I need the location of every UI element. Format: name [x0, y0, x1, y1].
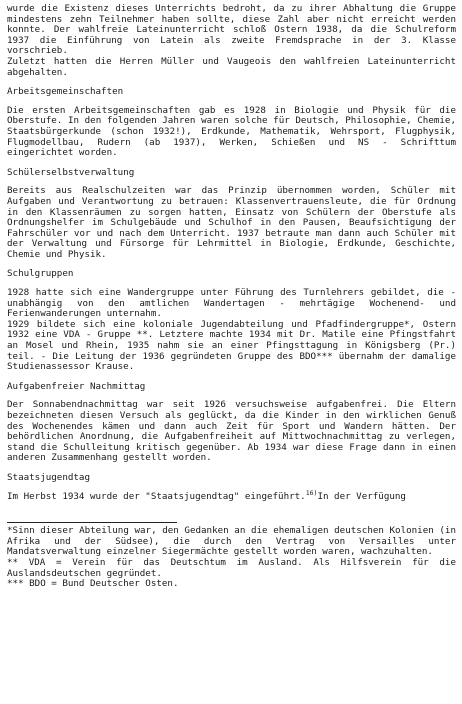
footnote-reference: 16) [305, 488, 318, 497]
footnote-2: ** VDA = Verein für das Deutschtum im Ausland. Als Hilfsverein für die Auslandsdeutschen gegründet. [7, 556, 456, 579]
footnote-1: *Sinn dieser Abteilung war, den Gedanken an die ehemaligen deutschen Kolonien (in Afrika und der Südsee), die durch den Vertrag von Versailles unter Mandatsverwaltung einzelner Siegermächte gestellt worden waren, wachzuhalten. [7, 525, 456, 558]
paragraph-schulgruppen-1: 1928 hatte sich eine Wandergruppe unter Führung des Turnlehrers gebildet, die - unabhängig von den amtlichen Wandertagen - mehrtägige Wochenend- und Ferienwanderungen unternahm. [7, 287, 456, 320]
intro-paragraph: wurde die Existenz dieses Unterrichts bedroht, da zu ihrer Abhaltung die Gruppe mindestens zehn Teilnehmer haben sollte, diese Zahl aber nicht erreicht werden konnte. Der wahlfreie Lateinunterricht schloß Ostern 1938, da die Schulreform 1937 die Einführung von Latein als zweite Fremdsprache in der 3. Klasse vorschrieb. [7, 3, 456, 57]
paragraph-schulgruppen-2: 1929 bildete sich eine koloniale Jugendabteilung und Pfadfindergruppe*, Ostern 1932 eine VDA - Gruppe **. Letztere machte 1934 mit Dr. Matile eine Pfingstfahrt an Mosel und Rhein, 1935 nahm sie an einer Pfingsttagung in Königsberg (Pr.) teil. - Die Leitung der 1936 gegründeten Gruppe des BDO*** übernahm der damalige Studienassessor Krause. [7, 318, 456, 373]
section-heading-staatsjugendtag: Staatsjugendtag [7, 471, 90, 483]
section-heading-schuelerselbstverwaltung: Schülerselbstverwaltung [7, 166, 135, 178]
paragraph-staatsjugendtag [7, 488, 456, 503]
section-heading-arbeitsgemeinschaften: Arbeitsgemeinschaften [7, 86, 124, 98]
paragraph-aufgabenfreier-nachmittag: Der Sonnabendnachmittag war seit 1926 versuchsweise aufgabenfrei. Die Eltern bezeichneten diesen Versuch als geglückt, da die Kinder in den wirklichen Genuß des Wochenendes kämen und dann auch Zeit für Sport und Wandern hätten. Der behördlichen Anordnung, die Aufgabenfreiheit auf Mittwochnachmittag zu verlegen, stand die Schulleitung kritisch gegenüber. Ab 1934 war diese Frage dann in einen anderen Zusammenhang gestellt worden. [7, 399, 456, 464]
footnote-3: *** BDO = Bund Deutscher Osten. [7, 578, 179, 590]
paragraph-schuelerselbstverwaltung: Bereits aus Realschulzeiten war das Prinzip übernommen worden, Schüler mit Aufgaben und Verantwortung zu betrauen: Klassenvertrauensleute, die für Ordnung in den Klassenräumen zu sorgen hatten, Einsatz von Schülern der Oberstufe als Ordnungshelfer im Schulgebäude und Schulhof in den Pausen, Beaufsichtigung der Fahrschüler vor und nach dem Unterricht. 1937 betraute man dann auch Schüler mit der Verwaltung und Fürsorge für Lehrmittel in Biologie, Erdkunde, Geschichte, Chemie und Physik. [7, 185, 456, 260]
staatsjugendtag-text: Im Herbst 1934 wurde der "Staatsjugendtag" eingeführt. [7, 490, 306, 502]
section-heading-aufgabenfreier-nachmittag: Aufgabenfreier Nachmittag [7, 380, 146, 392]
staatsjugendtag-text-continued: In der Verfügung [317, 490, 406, 502]
paragraph-arbeitsgemeinschaften: Die ersten Arbeitsgemeinschaften gab es 1928 in Biologie und Physik für die Oberstufe. In den folgenden Jahren waren solche für Deutsch, Philosophie, Chemie, Staatsbürgerkunde (schon 1932!), Erdkunde, Mathematik, Wehrsport, Flugphysik, Flugmodellbau, Rudern (ab 1937), Werken, Schießen und NS - Schrifttum eingerichtet worden. [7, 104, 456, 159]
footnote-divider [7, 522, 177, 523]
section-heading-schulgruppen: Schulgruppen [7, 268, 74, 280]
intro-paragraph-2: Zuletzt hatten die Herren Müller und Vaugeois den wahlfreien Lateinunterricht abgehalten. [7, 55, 456, 78]
